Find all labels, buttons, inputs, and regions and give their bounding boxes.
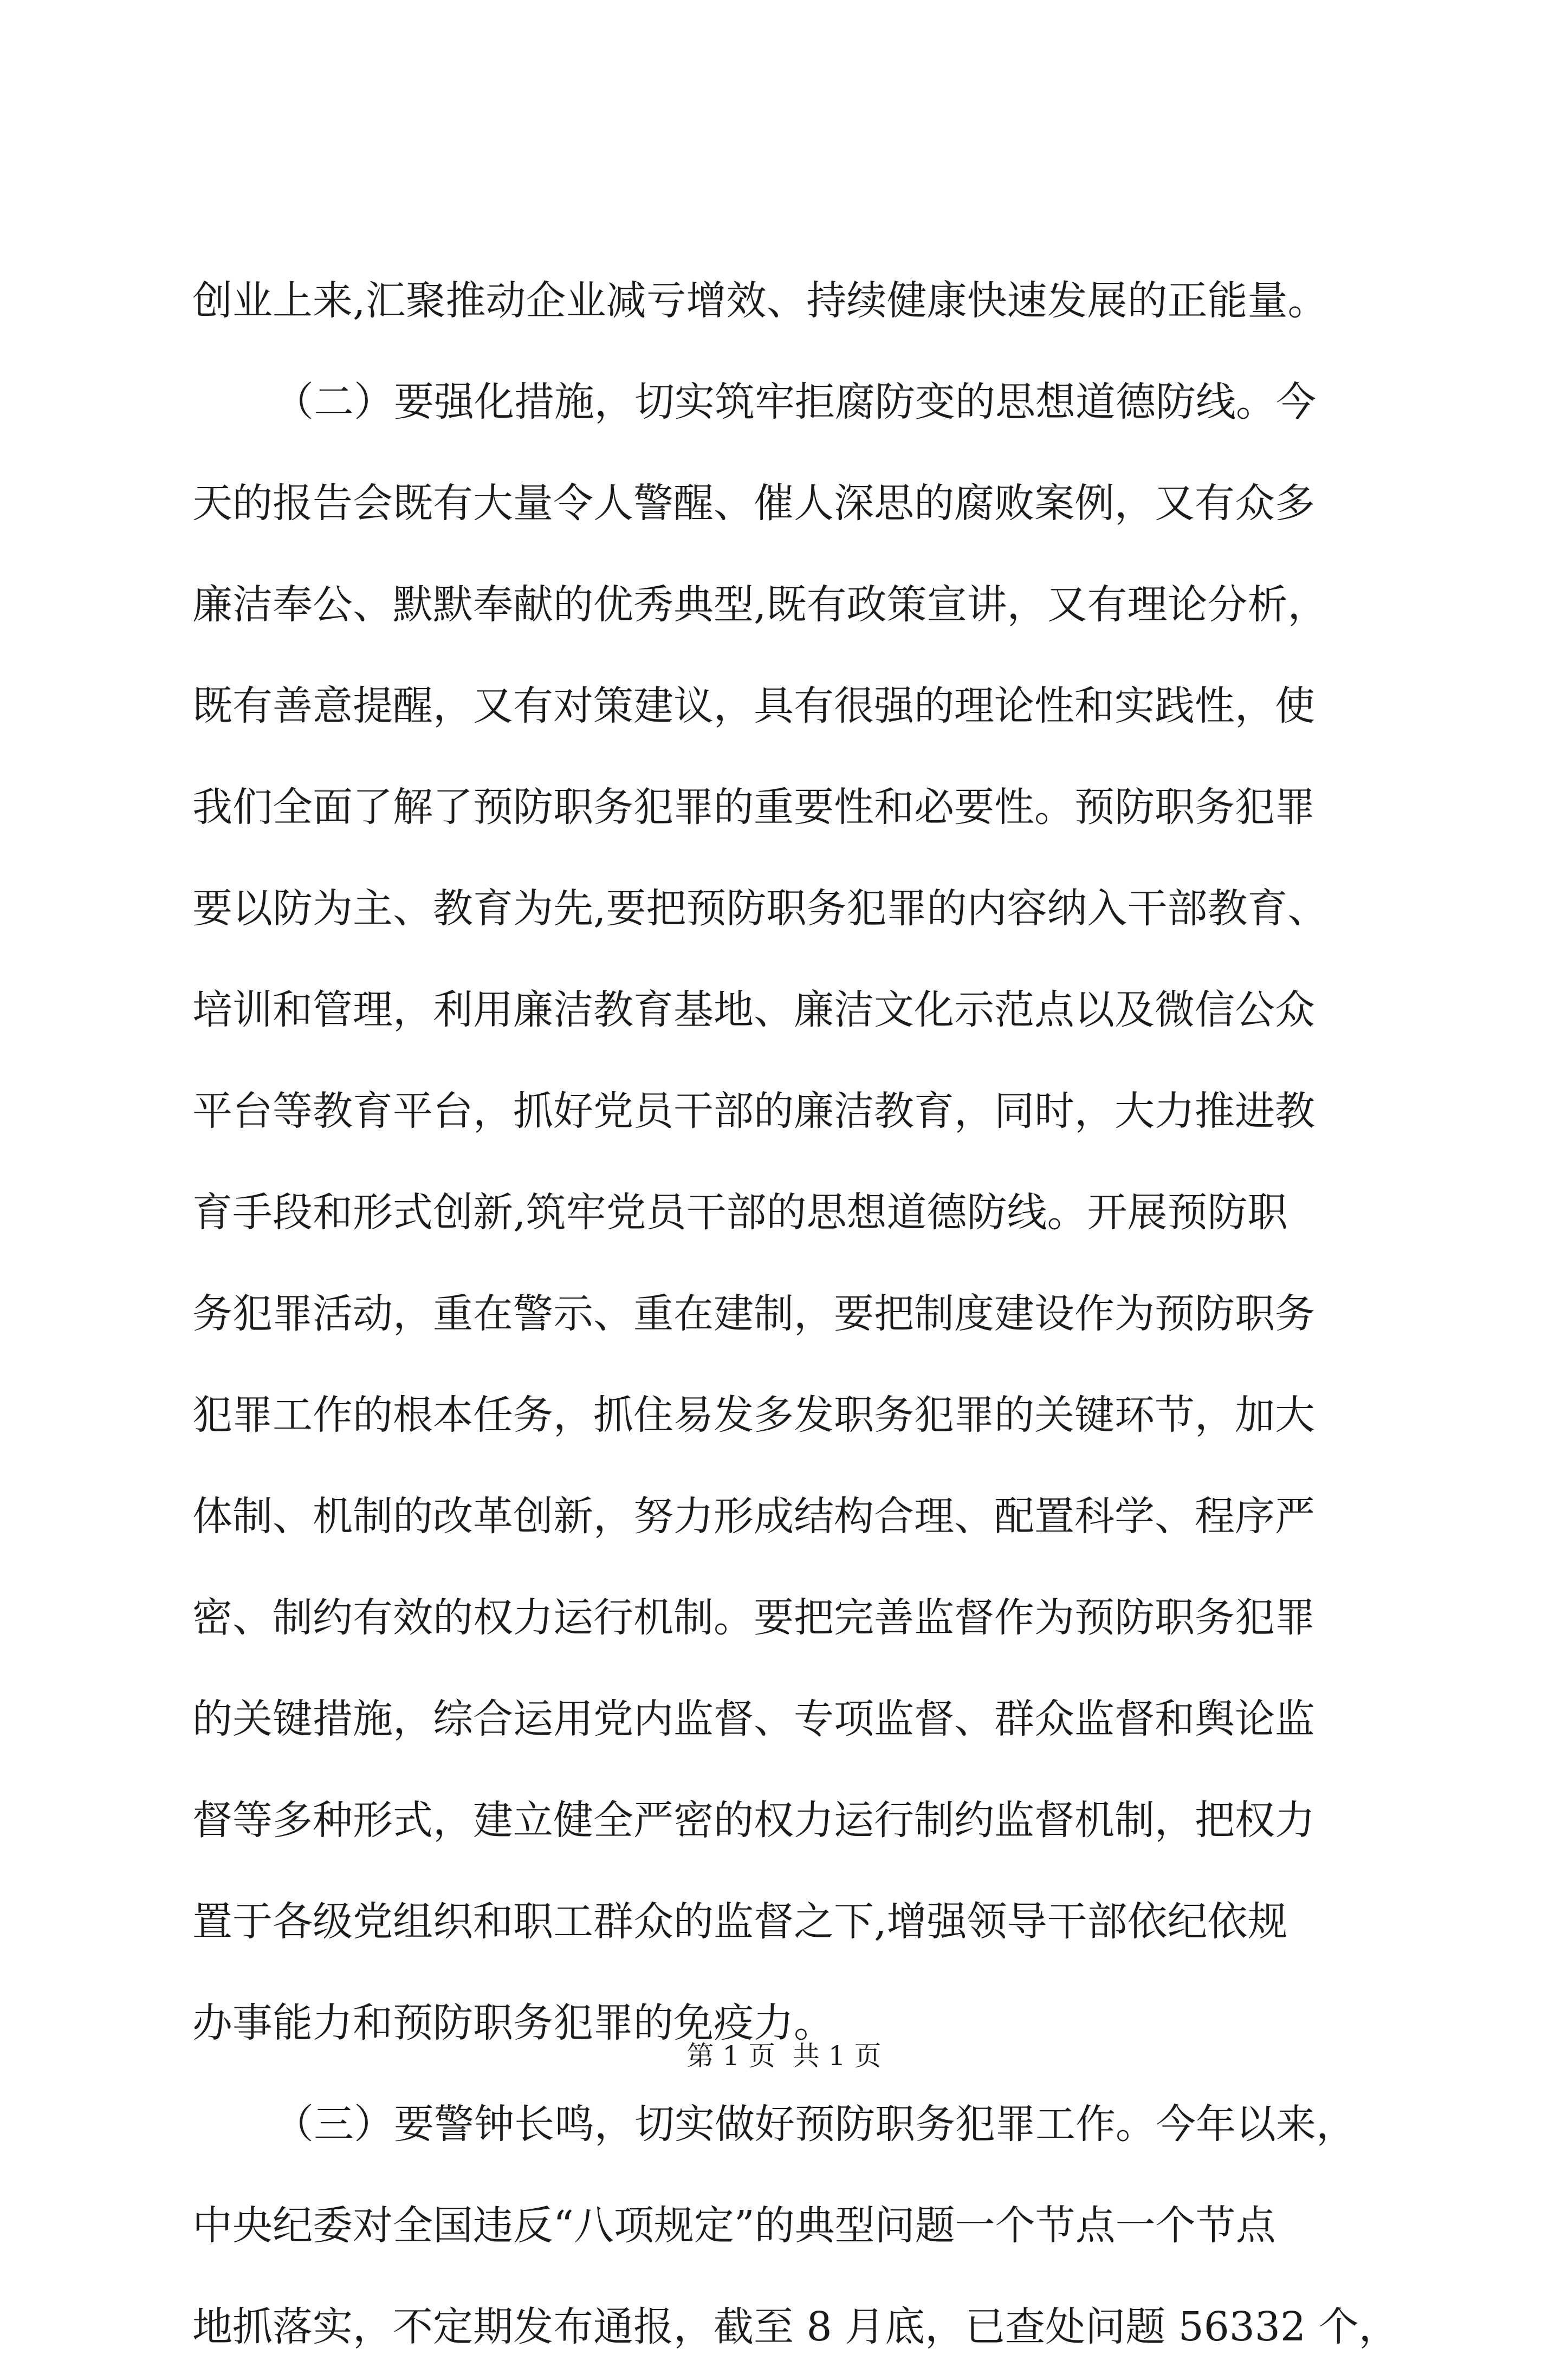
text-line: 密、制约有效的权力运行机制。要把完善监督作为预防职务犯罪 (192, 1594, 1315, 1641)
text-line: 督等多种形式，建立健全严密的权力运行制约监督机制，把权力 (192, 1796, 1315, 1844)
text-line: 犯罪工作的根本任务，抓住易发多发职务犯罪的关键环节，加大 (192, 1391, 1315, 1438)
text-line: 地抓落实，不定期发布通报，截至 8 月底，已查处问题 56332 个， (192, 2303, 1399, 2350)
text-line: 平台等教育平台，抓好党员干部的廉洁教育，同时，大力推进教 (192, 1087, 1315, 1134)
text-line: 务犯罪活动，重在警示、重在建制，要把制度建设作为预防职务 (192, 1290, 1315, 1337)
text-line: （三）要警钟长鸣，切实做好预防职务犯罪工作。今年以来， (274, 2100, 1356, 2148)
text-line: 置于各级党组织和职工群众的监督之下,增强领导干部依纪依规 (192, 1898, 1288, 1945)
text-line: 的关键措施，综合运用党内监督、专项监督、群众监督和舆论监 (192, 1695, 1315, 1742)
text-line: 创业上来,汇聚推动企业减亏增效、持续健康快速发展的正能量。 (192, 277, 1328, 324)
text-line: 既有善意提醒，又有对策建议，具有很强的理论性和实践性，使 (192, 682, 1315, 729)
text-line: 办事能力和预防职务犯罪的免疫力。 (192, 1999, 834, 2046)
page-footer: 第 1 页 共 1 页 (686, 2040, 882, 2072)
text-line: （二）要强化措施，切实筑牢拒腐防变的思想道德防线。今 (274, 378, 1316, 425)
text-line: 培训和管理，利用廉洁教育基地、廉洁文化示范点以及微信公众 (192, 986, 1315, 1033)
text-line: 廉洁奉公、默默奉献的优秀典型,既有政策宣讲，又有理论分析， (192, 581, 1328, 628)
text-line: 体制、机制的改革创新，努力形成结构合理、配置科学、程序严 (192, 1493, 1315, 1540)
text-line: 要以防为主、教育为先,要把预防职务犯罪的内容纳入干部教育、 (192, 885, 1328, 932)
text-line: 天的报告会既有大量令人警醒、催人深思的腐败案例，又有众多 (192, 479, 1315, 527)
text-line: 中央纪委对全国违反“八项规定”的典型问题一个节点一个节点 (192, 2202, 1276, 2249)
text-line: 我们全面了解了预防职务犯罪的重要性和必要性。预防职务犯罪 (192, 783, 1315, 831)
text-line: 育手段和形式创新,筑牢党员干部的思想道德防线。开展预防职 (192, 1189, 1288, 1236)
